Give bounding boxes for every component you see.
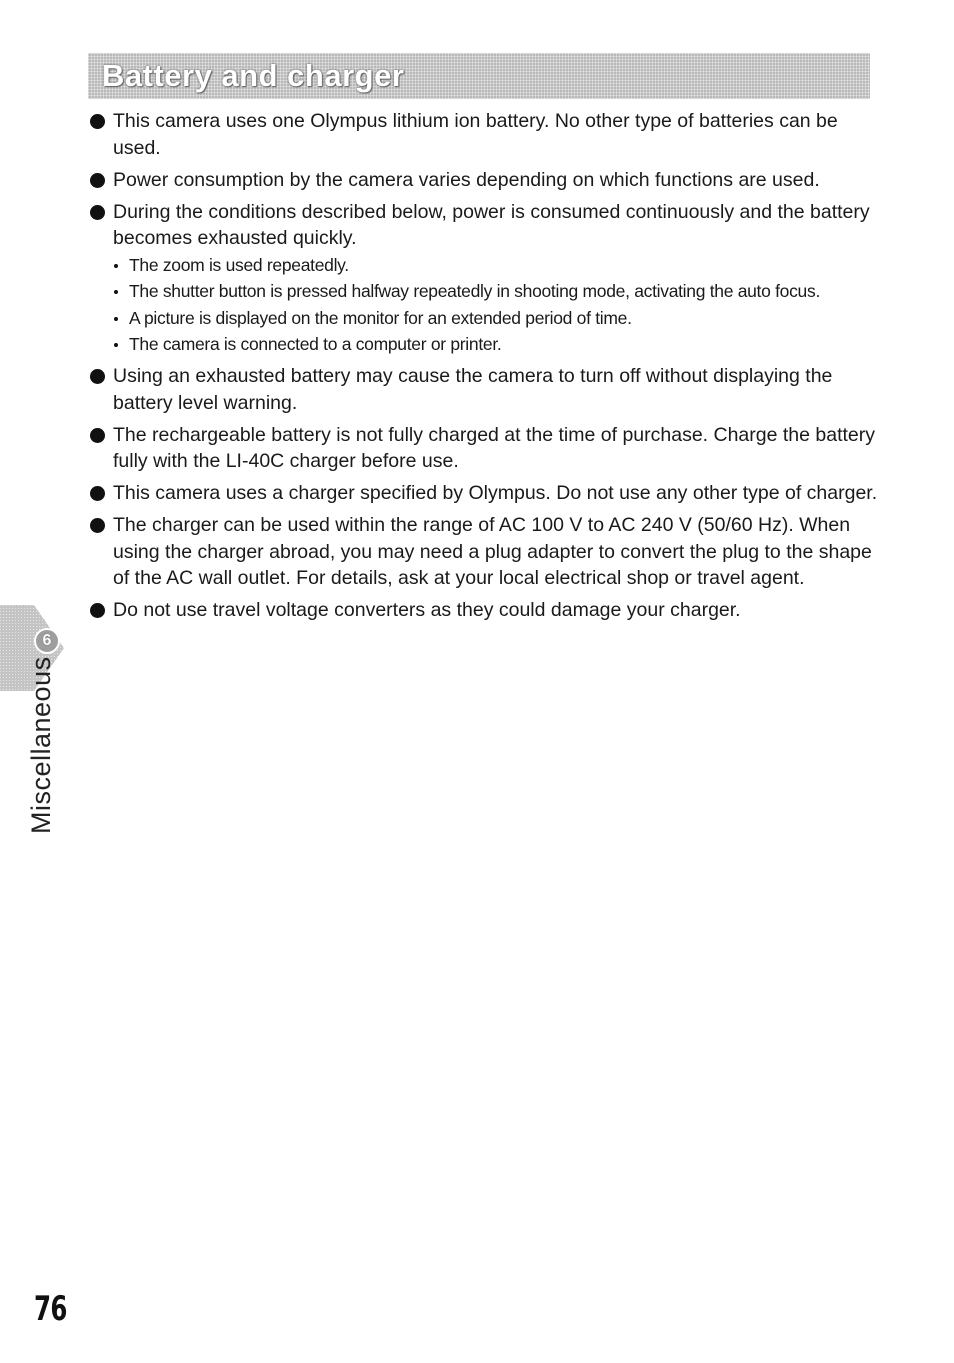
sub-list-item [113, 252, 880, 279]
sub-bullet-icon [114, 317, 118, 321]
sub-list-item [113, 331, 880, 358]
sub-bullet-icon [114, 343, 118, 347]
list-item [90, 363, 880, 416]
section-title-banner [88, 53, 870, 99]
list-item [90, 199, 880, 358]
sub-bullet-icon [114, 264, 118, 268]
list-item [90, 512, 880, 592]
list-item-text: The rechargeable battery is not fully charged at the time of purchase. Charge the battery fully with the LI-40C charger before use. [113, 423, 876, 472]
list-item-text: Using an exhausted battery may cause the camera to turn off without displaying the battery level warning. [113, 365, 833, 414]
sub-list-item [113, 305, 880, 332]
bullet-icon [90, 603, 105, 618]
list-item-text: This camera uses one Olympus lithium ion battery. No other type of batteries can be used. [113, 110, 838, 159]
bullet-icon [90, 518, 105, 533]
bullet-icon [90, 205, 105, 220]
page-number: 76 [34, 1289, 67, 1329]
list-item [90, 422, 880, 475]
content-list [90, 108, 880, 629]
sub-list [113, 252, 880, 358]
list-item-text: This camera uses a charger specified by Olympus. Do not use any other type of charger. [113, 482, 878, 504]
sub-list-item-text: The zoom is used repeatedly. [129, 254, 349, 275]
list-item [90, 597, 880, 624]
bullet-icon [90, 428, 105, 443]
list-item [90, 167, 880, 194]
bullet-icon [90, 369, 105, 384]
list-item-text: The charger can be used within the range of AC 100 V to AC 240 V (50/60 Hz). When using the charger abroad, you may need a plug adapter to convert the plug to the shape of the AC wall outlet. For details, ask at your local electrical shop or travel agent. [113, 514, 872, 589]
list-item [90, 108, 880, 161]
section-title: Battery and charger [102, 58, 405, 93]
chapter-side-label: Miscellaneous [26, 656, 56, 834]
bullet-icon [90, 173, 105, 188]
list-item-text: Power consumption by the camera varies depending on which functions are used. [113, 168, 820, 191]
list-item-text: Do not use travel voltage converters as they could damage your charger. [113, 599, 741, 621]
sub-list-item-text: The camera is connected to a computer or printer. [129, 334, 502, 354]
sub-list-item-text: The shutter button is pressed halfway repeatedly in shooting mode, activating the auto focus. [129, 281, 821, 301]
list-item-text: During the conditions described below, power is consumed continuously and the battery becomes exhausted quickly. [113, 200, 870, 249]
sub-bullet-icon [114, 290, 118, 294]
sub-list-item [113, 278, 880, 305]
sub-list-item-text: A picture is displayed on the monitor for an extended period of time. [129, 307, 632, 328]
chapter-number-badge: 6 [34, 628, 60, 654]
bullet-icon [90, 114, 105, 129]
list-item [90, 480, 880, 507]
bullet-icon [90, 486, 105, 501]
